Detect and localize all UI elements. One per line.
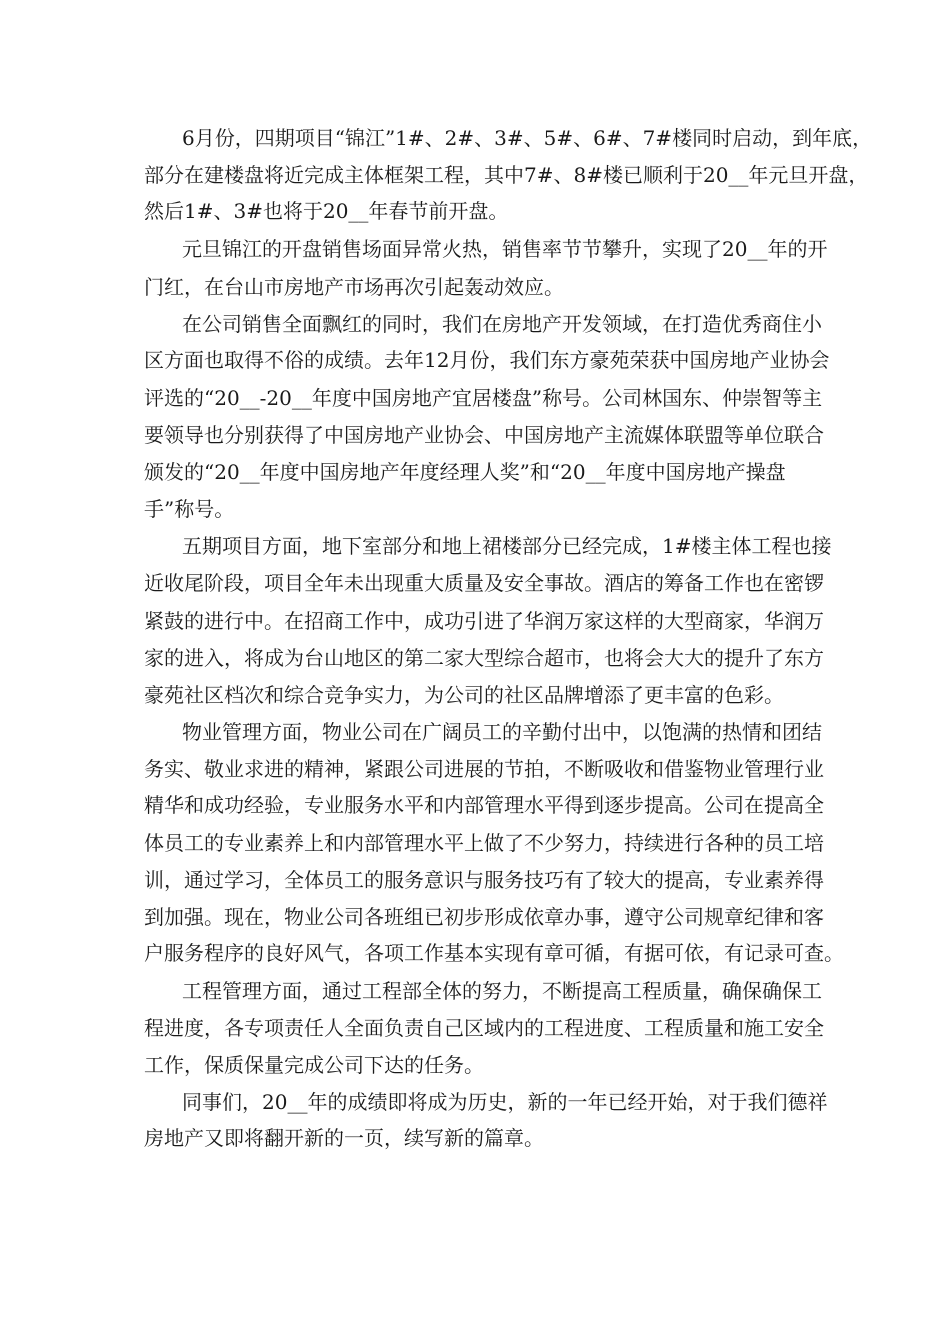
- paragraph-5-line-7: 户服务程序的良好风气，各项工作基本实现有章可循，有据可依，有记录可查。: [144, 941, 844, 965]
- paragraph-5-line-3: 精华和成功经验，专业服务水平和内部管理水平得到逐步提高。公司在提高全: [144, 793, 824, 817]
- paragraph-7-line-2: 房地产又即将翻开新的一页，续写新的篇章。: [144, 1126, 544, 1150]
- paragraph-4-line-1: 五期项目方面，地下室部分和地上裙楼部分已经完成，1#楼主体工程也接: [182, 534, 832, 558]
- paragraph-2-line-1: 元旦锦江的开盘销售场面异常火热，销售率节节攀升，实现了20__年的开: [182, 237, 828, 261]
- paragraph-5-line-1: 物业管理方面，物业公司在广阔员工的辛勤付出中，以饱满的热情和团结: [182, 720, 822, 744]
- paragraph-1-line-1: 6月份，四期项目“锦江”1#、2#、3#、5#、6#、7#楼同时启动，到年底，: [182, 126, 873, 150]
- paragraph-7-line-1: 同事们，20__年的成绩即将成为历史，新的一年已经开始，对于我们德祥: [182, 1090, 828, 1114]
- paragraph-6-line-2: 程进度，各专项责任人全面负责自己区域内的工程进度、工程质量和施工安全: [144, 1016, 824, 1040]
- paragraph-2-line-2: 门红，在台山市房地产市场再次引起轰动效应。: [144, 275, 564, 299]
- paragraph-3-line-5: 颁发的“20__年度中国房地产年度经理人奖”和“20__年度中国房地产操盘: [144, 460, 786, 484]
- paragraph-3-line-2: 区方面也取得不俗的成绩。去年12月份，我们东方豪苑荣获中国房地产业协会: [144, 348, 830, 372]
- paragraph-3-line-3: 评选的“20__-20__年度中国房地产宜居楼盘”称号。公司林国东、仲崇智等主: [144, 386, 823, 410]
- paragraph-5-line-4: 体员工的专业素养上和内部管理水平上做了不少努力，持续进行各种的员工培: [144, 831, 824, 855]
- paragraph-4-line-4: 家的进入，将成为台山地区的第二家大型综合超市，也将会大大的提升了东方: [144, 646, 824, 670]
- paragraph-5-line-2: 务实、敬业求进的精神，紧跟公司进展的节拍，不断吸收和借鉴物业管理行业: [144, 757, 824, 781]
- paragraph-4-line-5: 豪苑社区档次和综合竞争实力，为公司的社区品牌增添了更丰富的色彩。: [144, 683, 784, 707]
- paragraph-1-line-3: 然后1#、3#也将于20__年春节前开盘。: [144, 199, 509, 223]
- paragraph-4-line-2: 近收尾阶段，项目全年未出现重大质量及安全事故。酒店的筹备工作也在密锣: [144, 571, 824, 595]
- paragraph-3-line-6: 手”称号。: [144, 497, 235, 521]
- paragraph-5-line-6: 到加强。现在，物业公司各班组已初步形成依章办事，遵守公司规章纪律和客: [144, 905, 824, 929]
- paragraph-6-line-3: 工作，保质保量完成公司下达的任务。: [144, 1053, 484, 1077]
- paragraph-4-line-3: 紧鼓的进行中。在招商工作中，成功引进了华润万家这样的大型商家，华润万: [144, 609, 824, 633]
- paragraph-5-line-5: 训，通过学习，全体员工的服务意识与服务技巧有了较大的提高，专业素养得: [144, 868, 824, 892]
- paragraph-3-line-1: 在公司销售全面飘红的同时，我们在房地产开发领域，在打造优秀商住小: [182, 312, 822, 336]
- paragraph-1-line-2: 部分在建楼盘将近完成主体框架工程，其中7#、8#楼已顺利于20__年元旦开盘，: [144, 163, 869, 187]
- paragraph-6-line-1: 工程管理方面，通过工程部全体的努力，不断提高工程质量，确保确保工: [182, 979, 822, 1003]
- paragraph-3-line-4: 要领导也分别获得了中国房地产业协会、中国房地产主流媒体联盟等单位联合: [144, 423, 824, 447]
